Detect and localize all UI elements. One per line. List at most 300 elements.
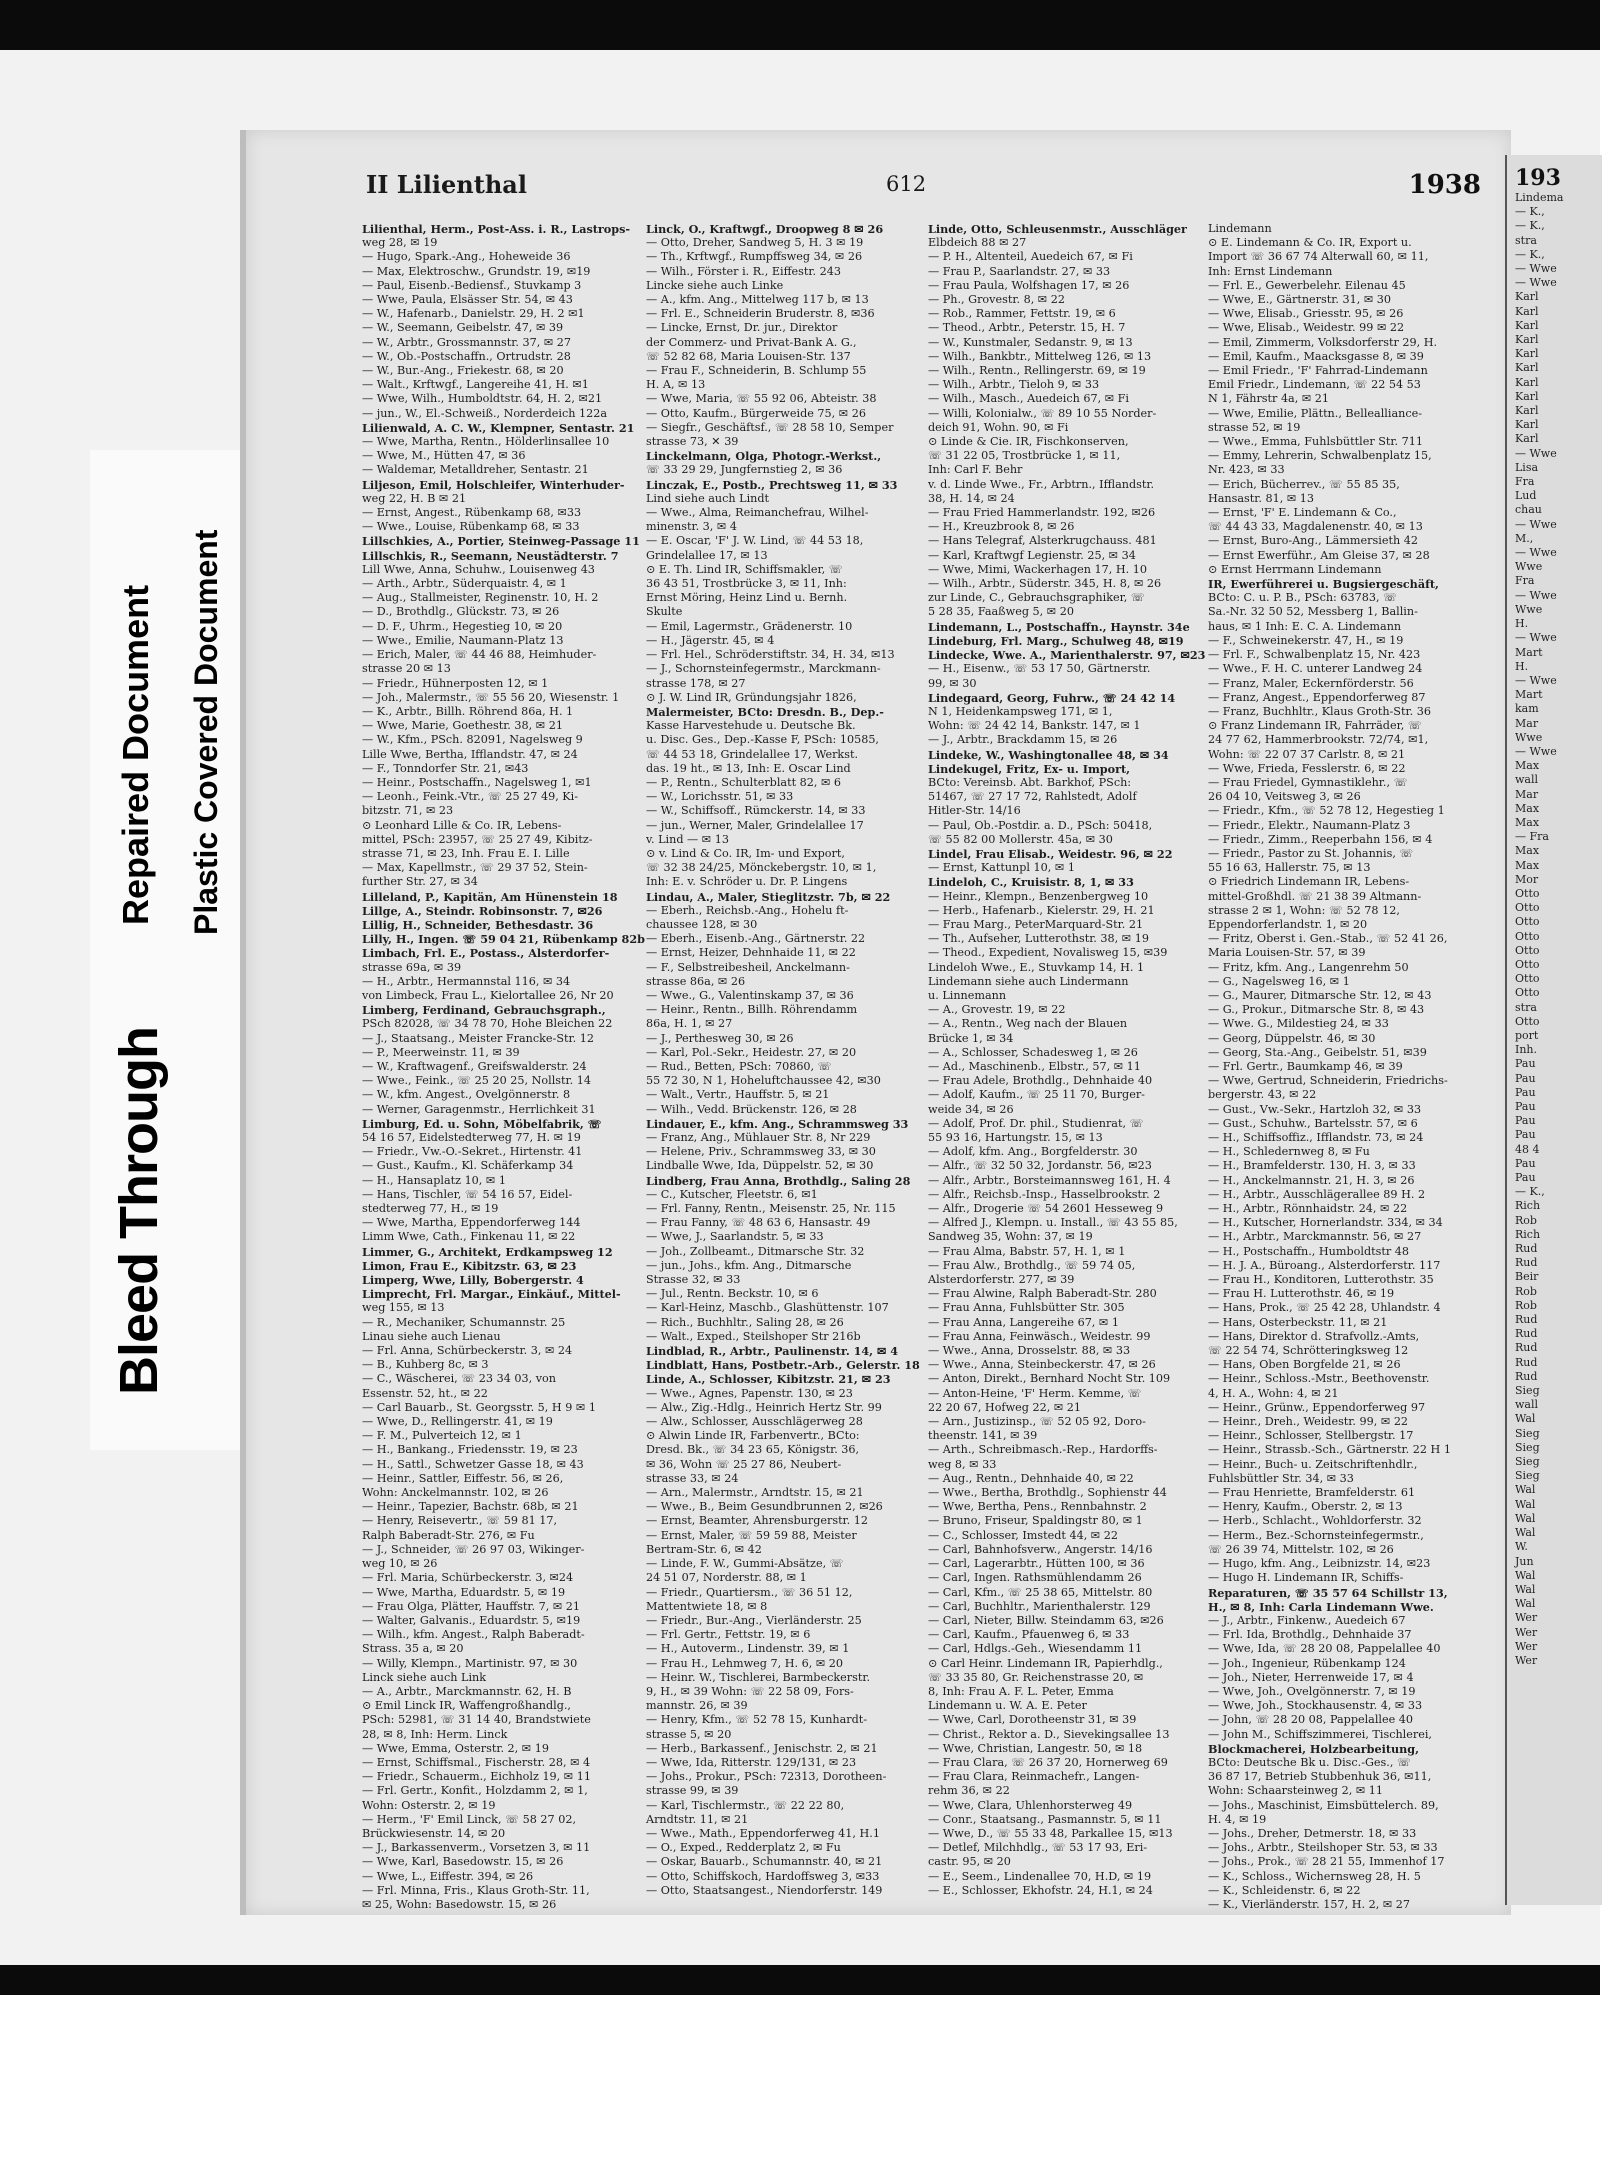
directory-entry: — G., Prokur., Ditmarsche Str. 8, ✉ 43 xyxy=(1208,1003,1425,1017)
directory-entry: ⊙ Alwin Linde IR, Farbenvertr., BCto: xyxy=(646,1429,860,1443)
directory-entry: — Carl, Kfm., ☏ 25 38 65, Mittelstr. 80 xyxy=(928,1585,1153,1599)
directory-entry: mannstr. 26, ✉ 39 xyxy=(646,1699,748,1713)
directory-entry: — Emil Friedr., 'F' Fahrrad-Lindemann xyxy=(1208,364,1428,378)
directory-entry: 99, ✉ 30 xyxy=(928,676,977,690)
directory-entry: Lilly, H., Ingen. ☏ 59 04 21, Rübenkamp 82b xyxy=(362,932,645,947)
adjacent-page-fragment: — K., xyxy=(1515,219,1545,233)
directory-entry: — Wwe, Martha, Eduardstr. 5, ✉ 19 xyxy=(362,1585,566,1599)
adjacent-page-fragment: Pau xyxy=(1515,1156,1536,1170)
directory-entry: — Wwe, Ida, ☏ 28 20 08, Pappelallee 40 xyxy=(1208,1642,1441,1656)
directory-entry: — Bruno, Friseur, Spaldingstr 80, ✉ 1 xyxy=(928,1514,1143,1528)
adjacent-page-fragment: W. xyxy=(1515,1540,1528,1554)
directory-entry: — E., Seem., Lindenallee 70, H.D, ✉ 19 xyxy=(928,1869,1152,1883)
directory-entry: — H., Arbtr., Marckmannstr. 56, ✉ 27 xyxy=(1208,1230,1422,1244)
directory-entry: — Friedr., Zimm., Reeperbahn 156, ✉ 4 xyxy=(1208,832,1433,846)
directory-entry: — Frau H. Lutterothstr. 46, ✉ 19 xyxy=(1208,1287,1395,1301)
adjacent-page-fragment: stra xyxy=(1515,233,1537,247)
page-header xyxy=(366,170,1481,206)
directory-entry: strasse 71, ✉ 23, Inh. Frau E. I. Lille xyxy=(362,846,570,860)
directory-entry: — Rich., Buchhltr., Saling 28, ✉ 26 xyxy=(646,1315,844,1329)
directory-entry: — Aug., Stallmeister, Reginenstr. 10, H. 2 xyxy=(362,591,599,605)
directory-entry: minenstr. 3, ✉ 4 xyxy=(646,520,737,534)
directory-entry: — Ernst, Angest., Rübenkamp 68, ✉33 xyxy=(362,506,582,520)
directory-entry: — G., Nagelsweg 16, ✉ 1 xyxy=(1208,974,1350,988)
directory-entry: — Heinr., Grünw., Eppendorferweg 97 xyxy=(1208,1400,1426,1414)
directory-entry: — Alfred J., Klempn. u. Install., ☏ 43 55 85, xyxy=(928,1216,1178,1230)
directory-entry: Lind siehe auch Lindt xyxy=(646,491,770,505)
directory-entry: Lindegaard, Georg, Fuhrw., ☏ 24 42 14 xyxy=(928,690,1176,705)
directory-entry: Arndtstr. 11, ✉ 21 xyxy=(646,1812,749,1826)
directory-entry: — Anton, Direkt., Bernhard Nocht Str. 109 xyxy=(928,1372,1171,1386)
adjacent-page-fragment: Rud xyxy=(1515,1369,1538,1383)
directory-entry: — Herb., Hafenarb., Kielerstr. 29, H. 21 xyxy=(928,903,1155,917)
directory-entry: — Henry, Reisevertr., ☏ 59 81 17, xyxy=(362,1514,558,1528)
directory-entry: Wohn: ☏ 24 42 14, Bankstr. 147, ✉ 1 xyxy=(928,719,1141,733)
directory-entry: — Wwe., Agnes, Papenstr. 130, ✉ 23 xyxy=(646,1386,853,1400)
adjacent-page-fragment: Karl xyxy=(1515,318,1539,332)
adjacent-page-fragment: Wer xyxy=(1515,1653,1538,1667)
directory-entry: — H., Anckelmannstr. 21, H. 3, ✉ 26 xyxy=(1208,1173,1415,1187)
directory-entry: BCto: C. u. P. B., PSch: 63783, ☏ xyxy=(1208,591,1398,605)
directory-entry: — Frau F., Schneiderin, B. Schlump 55 xyxy=(646,364,867,378)
directory-entry: theenstr. 141, ✉ 39 xyxy=(928,1429,1038,1443)
directory-entry: — Wwe., F. H. C. unterer Landweg 24 xyxy=(1208,662,1423,676)
directory-entry: — Johs., Prok., ☏ 28 21 55, Immenhof 17 xyxy=(1208,1855,1445,1869)
directory-entry: — Rud., Betten, PSch: 70860, ☏ xyxy=(646,1059,832,1073)
directory-entry: 24 51 07, Norderstr. 88, ✉ 1 xyxy=(646,1571,807,1585)
directory-entry: — Erich, Bücherrev., ☏ 55 85 35, xyxy=(1208,477,1400,491)
directory-column-4 xyxy=(1208,222,1484,1911)
directory-entry: — Theod., Expedient, Novalisweg 15, ✉39 xyxy=(928,946,1168,960)
directory-entry: — Wwe, Elisab., Weidestr. 99 ✉ 22 xyxy=(1208,321,1405,335)
directory-entry: ☏ 31 22 05, Trostbrücke 1, ✉ 11, xyxy=(928,449,1121,463)
directory-entry: — A., Rentn., Weg nach der Blauen xyxy=(928,1017,1128,1031)
directory-entry: — Friedr., Quartiersm., ☏ 36 51 12, xyxy=(646,1585,853,1599)
directory-entry: u. Linnemann xyxy=(928,988,1007,1002)
directory-entry: — Wwe., Bertha, Brothdlg., Sophienstr 44 xyxy=(928,1486,1167,1500)
directory-entry: — A., Grovestr. 19, ✉ 22 xyxy=(928,1003,1066,1017)
adjacent-page-fragment: — Wwe xyxy=(1515,262,1557,276)
directory-entry: ☏ 33 35 80, Gr. Reichenstrasse 20, ✉ xyxy=(928,1670,1144,1684)
adjacent-page-fragment: Pau xyxy=(1515,1171,1536,1185)
directory-entry: — W., Seemann, Geibelstr. 47, ✉ 39 xyxy=(362,321,564,335)
directory-entry: — Eberh., Eisenb.-Ang., Gärtnerstr. 22 xyxy=(646,932,866,946)
directory-entry: — Emmy, Lehrerin, Schwalbenplatz 15, xyxy=(1208,449,1432,463)
directory-entry: Grindelallee 17, ✉ 13 xyxy=(646,548,768,562)
directory-entry: — K., Vierländerstr. 157, H. 2, ✉ 27 xyxy=(1208,1897,1410,1911)
directory-entry: — Frau Fanny, ☏ 48 63 6, Hansastr. 49 xyxy=(646,1216,871,1230)
directory-entry: 9, H., ✉ 39 Wohn: ☏ 22 58 09, Fors- xyxy=(646,1684,854,1698)
directory-entry: — Wilh., Bankbtr., Mittelweg 126, ✉ 13 xyxy=(928,349,1152,363)
directory-entry: — Johs., Maschinist, Eimsbüttelerch. 89, xyxy=(1208,1798,1439,1812)
directory-entry: ⊙ Carl Heinr. Lindemann IR, Papierhdlg., xyxy=(928,1656,1163,1670)
page-number: 612 xyxy=(886,172,927,196)
directory-entry: strasse 99, ✉ 39 xyxy=(646,1784,739,1798)
directory-entry: Strasse 32, ✉ 33 xyxy=(646,1273,741,1287)
scanner-border-bottom xyxy=(0,1965,1600,1995)
directory-entry: ✉ 25, Wohn: Basedowstr. 15, ✉ 26 xyxy=(362,1897,557,1911)
adjacent-page-fragment: Pau xyxy=(1515,1114,1536,1128)
directory-entry: — Wwe, Frieda, Fesslerstr. 6, ✉ 22 xyxy=(1208,761,1406,775)
adjacent-page-fragment: Max xyxy=(1515,844,1540,858)
directory-entry: Ernst Möring, Heinz Lind u. Bernh. xyxy=(646,591,848,605)
directory-entry: ⊙ E. Th. Lind IR, Schiffsmakler, ☏ xyxy=(646,562,843,576)
directory-entry: — Wwe, L., Eiffestr. 394, ✉ 26 xyxy=(362,1869,534,1883)
directory-entry: H., ✉ 8, Inh: Carla Lindemann Wwe. xyxy=(1208,1599,1434,1614)
adjacent-page-fragment: — K., xyxy=(1515,1185,1545,1199)
directory-entry: — J., Perthesweg 30, ✉ 26 xyxy=(646,1031,794,1045)
directory-entry: — jun., Johs., kfm. Ang., Ditmarsche xyxy=(646,1258,852,1272)
directory-entry: — Wilh., kfm. Angest., Ralph Baberadt- xyxy=(362,1628,585,1642)
directory-entry: — F., Schweinekerstr. 47, H., ✉ 19 xyxy=(1208,633,1404,647)
directory-entry: — Wwe., Feink., ☏ 25 20 25, Nollstr. 14 xyxy=(362,1074,591,1088)
directory-entry: — Hugo H. Lindemann IR, Schiffs- xyxy=(1208,1571,1404,1585)
directory-entry: — Carl, Lagerarbtr., Hütten 100, ✉ 36 xyxy=(928,1557,1145,1571)
directory-entry: Limmer, G., Architekt, Erdkampsweg 12 xyxy=(362,1244,613,1259)
adjacent-page-fragment: H. xyxy=(1515,617,1529,631)
directory-entry: — J., Schornsteinfegermstr., Marckmann- xyxy=(646,662,881,676)
directory-entry: — Georg, Sta.-Ang., Geibelstr. 51, ✉39 xyxy=(1208,1045,1427,1059)
adjacent-page-fragment: Wwe xyxy=(1515,730,1543,744)
directory-entry: — Wwe, Karl, Basedowstr. 15, ✉ 26 xyxy=(362,1855,564,1869)
adjacent-page-fragment: Sieg xyxy=(1515,1455,1540,1469)
directory-entry: — W., Lorichsstr. 51, ✉ 33 xyxy=(646,790,794,804)
directory-entry: — J., Arbtr., Brackdamm 15, ✉ 26 xyxy=(928,733,1118,747)
directory-entry: — Heinr., Rentn., Billh. Röhrendamm xyxy=(646,1003,858,1017)
directory-entry: — Heinr. W., Tischlerei, Barmbeckerstr. xyxy=(646,1670,871,1684)
adjacent-page-fragment: — Wwe xyxy=(1515,276,1557,290)
directory-entry: — Wwe, Carl, Dorotheenstr 31, ✉ 39 xyxy=(928,1713,1137,1727)
directory-entry: BCto: Vereinsb. Abt. Barkhof, PSch: xyxy=(928,775,1132,789)
directory-entry: — Henry, Kaufm., Oberstr. 2, ✉ 13 xyxy=(1208,1500,1403,1514)
directory-entry: — Leonh., Feink.-Vtr., ☏ 25 27 49, Ki- xyxy=(362,790,579,804)
adjacent-page-fragment: Pau xyxy=(1515,1071,1536,1085)
directory-entry: — Wwe., G., Valentinskamp 37, ✉ 36 xyxy=(646,988,854,1002)
directory-entry: — R., Mechaniker, Schumannstr. 25 xyxy=(362,1315,566,1329)
directory-entry: — Frau Alwine, Ralph Baberadt-Str. 280 xyxy=(928,1287,1157,1301)
directory-column-2 xyxy=(646,222,922,1902)
adjacent-page-fragment: Pau xyxy=(1515,1100,1536,1113)
directory-entry: Ralph Baberadt-Str. 276, ✉ Fu xyxy=(362,1528,535,1542)
directory-entry: Lindemann u. W. A. E. Peter xyxy=(928,1699,1087,1713)
adjacent-page-fragment: Rud xyxy=(1515,1256,1538,1270)
directory-entry: Elbdeich 88 ✉ 27 xyxy=(928,236,1027,250)
directory-entry: — W., Ob.-Postschaffn., Ortrudstr. 28 xyxy=(362,349,571,363)
directory-entry: — Willi, Kolonialw., ☏ 89 10 55 Norder- xyxy=(928,406,1157,420)
directory-entry: — Oskar, Bauarb., Schumannstr. 40, ✉ 21 xyxy=(646,1855,883,1869)
directory-entry: mittel-Großhdl. ☏ 21 38 39 Altmann- xyxy=(1208,889,1422,903)
directory-entry: — Otto, Schiffskoch, Hardoffsweg 3, ✉33 xyxy=(646,1869,880,1883)
directory-entry: Lindblatt, Hans, Postbetr.-Arb., Gelerstr. 18 xyxy=(646,1358,920,1373)
directory-entry: — C., Kutscher, Fleetstr. 6, ✉1 xyxy=(646,1187,818,1201)
directory-entry: — Wwe., Math., Eppendorferweg 41, H.1 xyxy=(646,1826,880,1840)
adjacent-page-fragment: wall xyxy=(1515,1398,1539,1412)
directory-entry: — Ernst, Maler, ☏ 59 59 88, Meister xyxy=(646,1528,857,1542)
directory-entry: — W., Bur.-Ang., Friekestr. 68, ✉ 20 xyxy=(362,364,564,378)
directory-entry: — Carl, Kaufm., Pfauenweg 6, ✉ 33 xyxy=(928,1628,1130,1642)
directory-entry: — Henry, Kfm., ☏ 52 78 15, Kunhardt- xyxy=(646,1713,868,1727)
directory-entry: weg 28, ✉ 19 xyxy=(362,236,438,250)
adjacent-page-fragment: Wal xyxy=(1515,1582,1536,1596)
adjacent-page-fragment: Otto xyxy=(1515,901,1540,915)
directory-entry: — Arn., Justizinsp., ☏ 52 05 92, Doro- xyxy=(928,1415,1146,1429)
directory-entry: — Wwe, Emilie, Plättn., Bellealliance- xyxy=(1208,406,1422,420)
directory-page xyxy=(240,130,1511,1915)
directory-entry: — Joh., Malermstr., ☏ 55 56 20, Wiesenstr. 1 xyxy=(362,690,620,704)
directory-entry: Blockmacherei, Holzbearbeitung, xyxy=(1208,1741,1419,1756)
directory-entry: — W., Schiffsoff., Rümckerstr. 14, ✉ 33 xyxy=(646,804,866,818)
directory-entry: 54 16 57, Eidelstedterweg 77, H. ✉ 19 xyxy=(362,1131,581,1144)
adjacent-page-fragment: Rud xyxy=(1515,1327,1538,1341)
directory-entry: ⊙ E. Lindemann & Co. IR, Export u. xyxy=(1208,236,1412,250)
directory-column-3 xyxy=(928,222,1204,1902)
directory-entry: u. Disc. Ges., Dep.-Kasse F, PSch: 10585, xyxy=(646,733,879,747)
directory-entry: — Frl. Fanny, Rentn., Meisenstr. 25, Nr. 115 xyxy=(646,1202,896,1216)
directory-entry: Linau siehe auch Lienau xyxy=(362,1329,501,1343)
adjacent-page-fragment: Otto xyxy=(1515,886,1540,900)
directory-entry: — Wwe, Elisab., Griesstr. 95, ✉ 26 xyxy=(1208,307,1404,321)
directory-entry: — Heinr., Klempn., Benzenbergweg 10 xyxy=(928,889,1149,903)
directory-entry: Lindecke, Wwe. A., Marienthalerstr. 97, ✉23 xyxy=(928,648,1206,663)
directory-entry: — H. J. A., Büroang., Alsterdorferstr. 117 xyxy=(1208,1258,1441,1272)
adjacent-page-fragment: Otto xyxy=(1515,943,1540,957)
directory-entry: — Linde, F. W., Gummi-Absätze, ☏ xyxy=(646,1557,844,1571)
directory-entry: Lindekugel, Fritz, Ex- u. Import, xyxy=(928,761,1131,776)
directory-entry: Lillge, A., Steindr. Robinsonstr. 7, ✉26 xyxy=(362,903,603,918)
directory-entry: N 1, Fährstr 4a, ✉ 21 xyxy=(1208,392,1330,406)
directory-entry: Reparaturen, ☏ 35 57 64 Schillstr 13, xyxy=(1208,1585,1448,1600)
directory-entry: — Herb., Schlacht., Wohldorferstr. 32 xyxy=(1208,1514,1422,1528)
directory-entry: — Wwe, Clara, Uhlenhorsterweg 49 xyxy=(928,1798,1133,1812)
directory-entry: Mattentwiete 18, ✉ 8 xyxy=(646,1599,768,1613)
directory-entry: 55 72 30, N 1, Hoheluftchaussee 42, ✉30 xyxy=(646,1074,881,1088)
directory-entry: — Walt., Krftwgf., Langereihe 41, H. ✉1 xyxy=(362,378,589,392)
directory-entry: — H., Jägerstr. 45, ✉ 4 xyxy=(646,633,775,647)
directory-entry: — Wwe., B., Beim Gesundbrunnen 2, ✉26 xyxy=(646,1500,883,1514)
directory-entry: — Johs., Prokur., PSch: 72313, Dorotheen- xyxy=(646,1770,887,1784)
directory-entry: — Lincke, Ernst, Dr. jur., Direktor xyxy=(646,321,838,335)
directory-entry: Liljeson, Emil, Holschleifer, Winterhuder- xyxy=(362,477,625,492)
directory-entry: — Hans, Tischler, ☏ 54 16 57, Eidel- xyxy=(362,1187,573,1201)
directory-entry: stedterweg 77, H., ✉ 19 xyxy=(362,1202,499,1216)
directory-entry: Dresd. Bk., ☏ 34 23 65, Königstr. 36, xyxy=(646,1443,860,1457)
directory-entry: ☏ 22 54 74, Schrötteringksweg 12 xyxy=(1208,1344,1409,1358)
directory-entry: — Frau Clara, ☏ 26 37 20, Hornerweg 69 xyxy=(928,1755,1168,1769)
directory-entry: — Heinr., Sattler, Eiffestr. 56, ✉ 26, xyxy=(362,1471,564,1485)
directory-entry: weg 155, ✉ 13 xyxy=(362,1301,445,1315)
directory-entry: — Siegfr., Geschäftsf., ☏ 28 58 10, Semper xyxy=(646,420,894,434)
directory-entry: — Wwe. G., Mildestieg 24, ✉ 33 xyxy=(1208,1017,1389,1031)
directory-entry: Linczak, E., Postb., Prechtsweg 11, ✉ 33 xyxy=(646,477,898,492)
directory-entry: — Frl. Maria, Schürbeckerstr. 3, ✉24 xyxy=(362,1571,574,1585)
adjacent-page-fragment: Pau xyxy=(1515,1057,1536,1071)
adjacent-page-fragment: Mart xyxy=(1515,645,1543,659)
directory-entry: — Joh., Ingenieur, Rübenkamp 124 xyxy=(1208,1656,1406,1670)
directory-entry: — J., Schneider, ☏ 26 97 03, Wikinger- xyxy=(362,1542,585,1556)
adjacent-page-fragment: Rud xyxy=(1515,1313,1538,1327)
directory-entry: — W., Kraftwagenf., Greifswalderstr. 24 xyxy=(362,1059,587,1073)
directory-entry: — Alfr., ☏ 32 50 32, Jordanstr. 56, ✉23 xyxy=(928,1159,1152,1173)
directory-entry: — Aug., Rentn., Dehnhaide 40, ✉ 22 xyxy=(928,1471,1134,1485)
directory-entry: — P., Rentn., Schulterblatt 82, ✉ 6 xyxy=(646,775,842,789)
directory-entry: — A., Arbtr., Marckmannstr. 62, H. B xyxy=(362,1684,572,1698)
directory-entry: — Frau H., Lehmweg 7, H. 6, ✉ 20 xyxy=(646,1656,843,1670)
directory-entry: — Frau Clara, Reinmachefr., Langen- xyxy=(928,1770,1140,1784)
directory-entry: — Alfr., Arbtr., Borsteimannsweg 161, H. 4 xyxy=(928,1173,1171,1187)
directory-entry: Lilienthal, Herm., Post-Ass. i. R., Lastrops- xyxy=(362,222,631,236)
scanner-border-top xyxy=(0,0,1600,50)
directory-entry: BCto: Deutsche Bk u. Disc.-Ges., ☏ xyxy=(1208,1755,1411,1769)
directory-entry: Essenstr. 52, ht., ✉ 22 xyxy=(362,1386,488,1400)
directory-entry: haus, ✉ 1 Inh: E. C. A. Lindemann xyxy=(1208,619,1402,633)
directory-entry: — H., Bankang., Friedensstr. 19, ✉ 23 xyxy=(362,1443,578,1457)
adjacent-page-fragment: — Fra xyxy=(1515,830,1549,844)
directory-entry: — Wilh., Rentn., Rellingerstr. 69, ✉ 19 xyxy=(928,364,1146,378)
directory-entry: — H., Schiffsoffiz., Ifflandstr. 73, ✉ 24 xyxy=(1208,1131,1424,1144)
directory-entry: ☏ 52 82 68, Maria Louisen-Str. 137 xyxy=(646,349,851,363)
directory-entry: — Wwe, Mimi, Wackerhagen 17, H. 10 xyxy=(928,562,1147,576)
directory-entry: — Ernst, Schiffsmal., Fischerstr. 28, ✉ 4 xyxy=(362,1755,591,1769)
adjacent-page-fragment: Rob xyxy=(1515,1213,1537,1227)
directory-entry: — Carl, Buchhltr., Marienthalerstr. 129 xyxy=(928,1599,1151,1613)
directory-entry: Inh: Carl F. Behr xyxy=(928,463,1023,477)
adjacent-page-fragment: Rud xyxy=(1515,1341,1538,1355)
adjacent-page-fragment: Wal xyxy=(1515,1511,1536,1525)
adjacent-page-fragment: wall xyxy=(1515,773,1539,787)
directory-entry: castr. 95, ✉ 20 xyxy=(928,1855,1011,1869)
directory-entry: — Wwe, Bertha, Pens., Rennbahnstr. 2 xyxy=(928,1500,1147,1514)
directory-entry: Brückwiesenstr. 14, ✉ 20 xyxy=(362,1826,506,1840)
adjacent-page-fragment: — Wwe xyxy=(1515,631,1557,645)
directory-entry: — Frau Marg., PeterMarquard-Str. 21 xyxy=(928,917,1144,931)
directory-entry: — B., Kuhberg 8c, ✉ 3 xyxy=(362,1358,489,1372)
directory-entry: Lillschkis, R., Seemann, Neustädterstr. 7 xyxy=(362,548,619,563)
directory-entry: — Frau Fried Hammerlandstr. 192, ✉26 xyxy=(928,506,1156,520)
directory-entry: — Frau Adele, Brothdlg., Dehnhaide 40 xyxy=(928,1074,1153,1088)
directory-entry: — Wwe, Christian, Langestr. 50, ✉ 18 xyxy=(928,1741,1143,1755)
adjacent-page-fragment: Karl xyxy=(1515,389,1539,403)
directory-entry: — Franz, Ang., Mühlauer Str. 8, Nr 229 xyxy=(646,1131,871,1144)
directory-entry: v. d. Linde Wwe., Fr., Arbtrn., Ifflandstr. xyxy=(928,477,1155,491)
directory-entry: — Ad., Maschinenb., Elbstr., 57, ✉ 11 xyxy=(928,1059,1141,1073)
directory-entry: Lindau, A., Maler, Stieglitzstr. 7b, ✉ 22 xyxy=(646,889,891,904)
bleed-through-label: Bleed Through xyxy=(109,1027,169,1395)
directory-entry: — Frl. E., Schneiderin Bruderstr. 8, ✉36 xyxy=(646,307,875,321)
directory-entry: weg 22, H. B ✉ 21 xyxy=(362,491,467,505)
directory-entry: ⊙ Franz Lindemann IR, Fahrräder, ☏ xyxy=(1208,719,1422,733)
directory-entry: Wohn: Schaarsteinweg 2, ✉ 11 xyxy=(1208,1784,1383,1798)
directory-entry: Lindemann, L., Postschaffn., Haynstr. 34e xyxy=(928,619,1190,634)
directory-entry: — H., Arbtr., Hermannstal 116, ✉ 34 xyxy=(362,974,571,988)
directory-entry: Limperg, Wwe, Lilly, Bobergerstr. 4 xyxy=(362,1273,584,1288)
adjacent-page-fragment: Karl xyxy=(1515,347,1539,361)
directory-entry: Linde, A., Schlosser, Kibitzstr. 21, ✉ 23 xyxy=(646,1372,891,1387)
directory-entry: — Walt., Exped., Steilshoper Str 216b xyxy=(646,1329,861,1343)
adjacent-page-fragment: Lindema xyxy=(1515,191,1564,204)
directory-entry: — Carl, Nieter, Billw. Steindamm 63, ✉26 xyxy=(928,1613,1164,1627)
directory-entry: — Wwe, D., ☏ 55 33 48, Parkallee 15, ✉13 xyxy=(928,1826,1173,1840)
directory-entry: — Georg, Düppelstr. 46, ✉ 30 xyxy=(1208,1031,1376,1045)
directory-entry: ☏ 26 39 74, Mittelstr. 102, ✉ 26 xyxy=(1208,1542,1394,1556)
directory-entry: Lille Wwe, Bertha, Ifflandstr. 47, ✉ 24 xyxy=(362,747,578,761)
directory-entry: — K., Arbtr., Billh. Röhrend 86a, H. 1 xyxy=(362,704,574,718)
directory-entry: — Wilh., Arbtr., Tieloh 9, ✉ 33 xyxy=(928,378,1100,392)
directory-entry: — Christ., Rektor a. D., Sievekingsallee 13 xyxy=(928,1727,1170,1741)
adjacent-page-fragment: Otto xyxy=(1515,986,1540,1000)
directory-entry: — Joh., Nieter, Herrenweide 17, ✉ 4 xyxy=(1208,1670,1414,1684)
directory-entry: — Karl, Pol.-Sekr., Heidestr. 27, ✉ 20 xyxy=(646,1045,857,1059)
directory-entry: — D., Brothdlg., Glückstr. 73, ✉ 26 xyxy=(362,605,560,619)
directory-entry: — Ernst, 'F' E. Lindemann & Co., xyxy=(1208,506,1397,520)
directory-entry: Inh: E. v. Schröder u. Dr. P. Lingens xyxy=(646,875,848,889)
adjacent-page-fragment: — Wwe xyxy=(1515,546,1557,560)
directory-entry: — Heinr., Buch- u. Zeitschriftenhdlr., xyxy=(1208,1457,1418,1471)
adjacent-page-fragment: — Wwe xyxy=(1515,673,1557,687)
directory-entry: — Ernst, Buro-Ang., Lämmersieth 42 xyxy=(1208,534,1418,548)
directory-entry: — Wilh., Arbtr., Süderstr. 345, H. 8, ✉ 26 xyxy=(928,577,1162,591)
adjacent-page-fragment: Karl xyxy=(1515,290,1539,304)
directory-entry: Limprecht, Frl. Margar., Einkäuf., Mittel- xyxy=(362,1287,621,1302)
adjacent-page-fragment: — Wwe xyxy=(1515,588,1557,602)
directory-entry: PSch 82028, ☏ 34 78 70, Hohe Bleichen 22 xyxy=(362,1017,613,1031)
directory-entry: — Ernst Ewerführ., Am Gleise 37, ✉ 28 xyxy=(1208,548,1430,562)
directory-entry: rehm 36, ✉ 22 xyxy=(928,1784,1010,1798)
directory-entry: — Adolf, Kaufm., ☏ 25 11 70, Burger- xyxy=(928,1088,1145,1102)
directory-entry: — D. F., Uhrm., Hegestieg 10, ✉ 20 xyxy=(362,619,563,633)
directory-entry: — Wwe., Emma, Fuhlsbüttler Str. 711 xyxy=(1208,435,1423,449)
directory-entry: strasse 86a, ✉ 26 xyxy=(646,974,746,988)
adjacent-page-fragment: Wwe xyxy=(1515,560,1543,574)
directory-entry: — J., Barkassenverm., Vorsetzen 3, ✉ 11 xyxy=(362,1841,591,1855)
directory-entry: further Str. 27, ✉ 34 xyxy=(362,875,478,889)
directory-entry: — Wwe, Maria, ☏ 55 92 06, Abteistr. 38 xyxy=(646,392,877,406)
adjacent-page-fragment: Pau xyxy=(1515,1128,1536,1142)
directory-entry: — O., Exped., Redderplatz 2, ✉ Fu xyxy=(646,1841,841,1855)
directory-entry: chaussee 128, ✉ 30 xyxy=(646,917,758,931)
directory-entry: — Alw., Schlosser, Ausschlägerweg 28 xyxy=(646,1415,863,1429)
directory-entry: — K., Schloss., Wichernsweg 28, H. 5 xyxy=(1208,1869,1421,1883)
directory-entry: Lindblad, R., Arbtr., Paulinenstr. 14, ✉ 4 xyxy=(646,1344,899,1359)
directory-entry: — H., Postschaffn., Humboldtstr 48 xyxy=(1208,1244,1409,1258)
directory-entry: — Wilh., Förster i. R., Eiffestr. 243 xyxy=(646,264,841,278)
directory-entry: weide 34, ✉ 26 xyxy=(928,1102,1014,1116)
directory-entry: — Frl. Minna, Fris., Klaus Groth-Str. 11, xyxy=(362,1883,590,1897)
directory-entry: — Johs., Arbtr., Steilshoper Str. 53, ✉ 33 xyxy=(1208,1841,1438,1855)
directory-entry: — Frl. E., Gewerbelehr. Eilenau 45 xyxy=(1208,278,1406,292)
adjacent-page-fragment: Karl xyxy=(1515,304,1539,318)
directory-entry: — H., Bramfelderstr. 130, H. 3, ✉ 33 xyxy=(1208,1159,1416,1173)
directory-entry: — H., Schledernweg 8, ✉ Fu xyxy=(1208,1145,1370,1159)
directory-entry: — Franz, Maler, Eckernförderstr. 56 xyxy=(1208,676,1414,690)
adjacent-page-fragment: Mor xyxy=(1515,872,1539,886)
directory-entry: Lillschkies, A., Portier, Steinweg-Passage 11 xyxy=(362,534,640,549)
directory-entry: — Wwe, Marie, Goethestr. 38, ✉ 21 xyxy=(362,719,563,733)
directory-entry: — Friedr., Kfm., ☏ 52 78 12, Hegestieg 1 xyxy=(1208,804,1445,818)
directory-entry: — Wwe, Martha, Eppendorferweg 144 xyxy=(362,1216,581,1230)
directory-entry: — Hugo, kfm. Ang., Leibnizstr. 14, ✉23 xyxy=(1208,1557,1431,1571)
directory-entry: — Walt., Vertr., Hauffstr. 5, ✉ 21 xyxy=(646,1088,830,1102)
directory-entry: — Wwe, J., Saarlandstr. 5, ✉ 33 xyxy=(646,1230,824,1244)
directory-entry: 24 77 62, Hammerbrookstr. 72/74, ✉1, xyxy=(1208,733,1429,747)
directory-entry: — Heinr., Postschaffn., Nagelsweg 1, ✉1 xyxy=(362,775,592,789)
adjacent-page-fragment: Wer xyxy=(1515,1625,1538,1639)
adjacent-page-fragment: Rob xyxy=(1515,1284,1537,1298)
directory-entry: 36 87 17, Betrieb Stubbenhuk 36, ✉11, xyxy=(1208,1770,1432,1784)
directory-entry: strasse 73, ✕ 39 xyxy=(646,435,739,449)
adjacent-page-fragment: Karl xyxy=(1515,418,1539,432)
directory-entry: — Rob., Rammer, Fettstr. 19, ✉ 6 xyxy=(928,307,1116,321)
directory-entry: — Heinr., Dreh., Weidestr. 99, ✉ 22 xyxy=(1208,1415,1409,1429)
